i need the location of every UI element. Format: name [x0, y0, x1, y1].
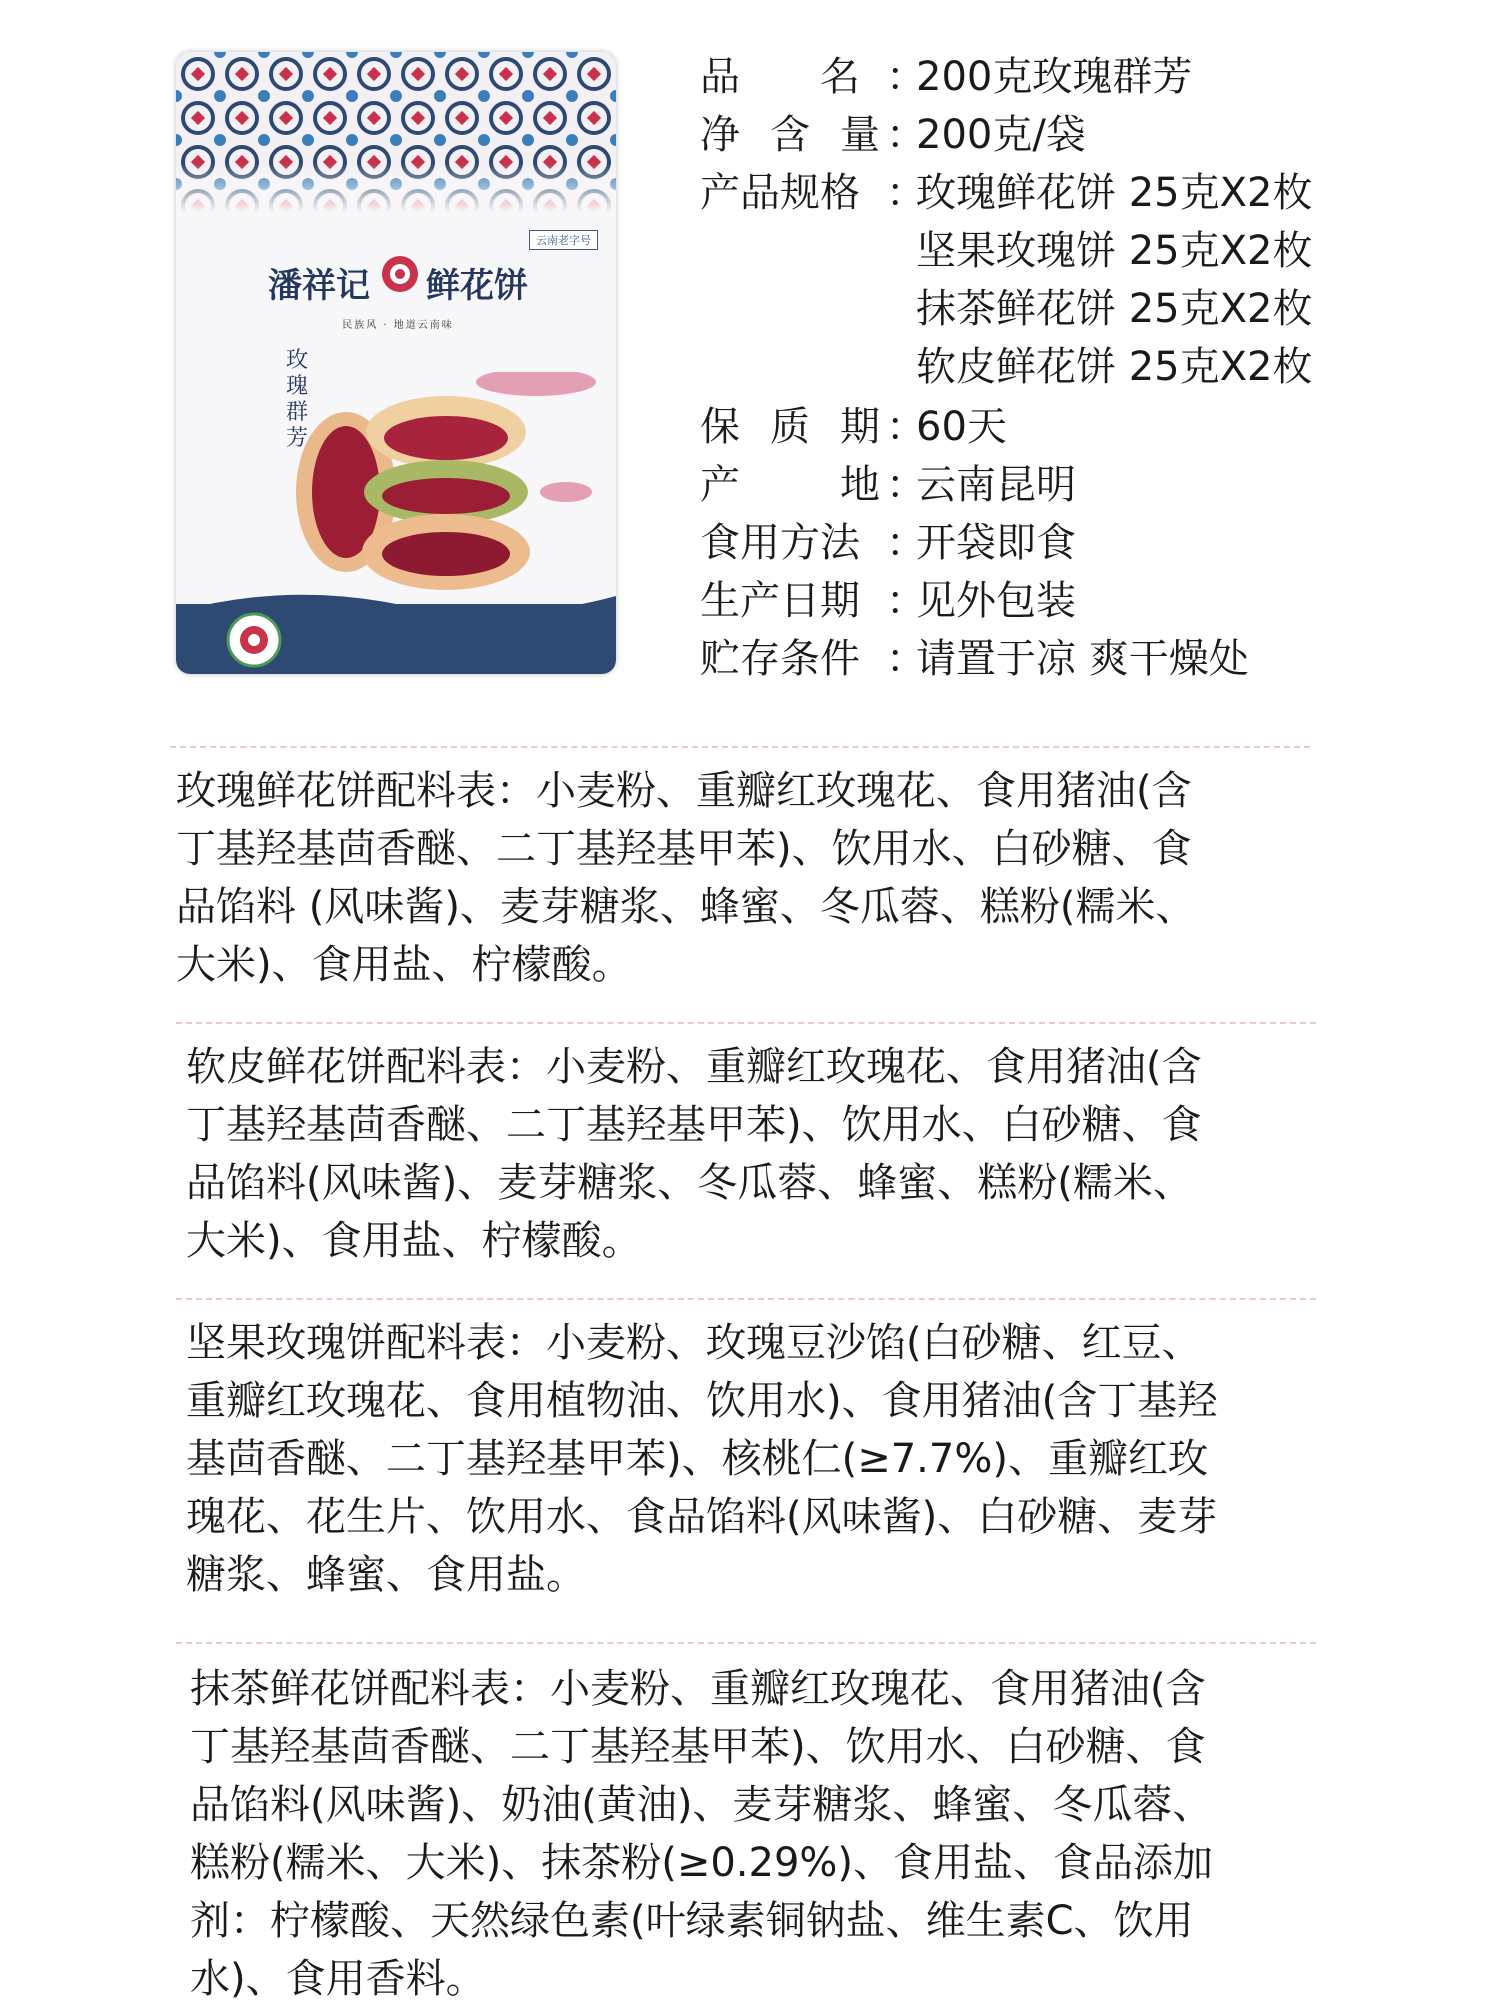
brand-product: 鲜花饼	[426, 266, 528, 306]
spec-value: 软皮鲜花饼 25克X2枚	[916, 344, 1313, 390]
ingredient-line: 大米)、食用盐、柠檬酸。	[186, 1218, 642, 1264]
brand-logo	[268, 250, 528, 320]
package-pattern	[176, 52, 616, 212]
brand-name: 潘祥记	[268, 266, 370, 306]
flower-logo-icon	[380, 254, 420, 294]
ingredient-line: 瑰花、花生片、饮用水、食品馅料(风味酱)、白砂糖、麦芽	[186, 1494, 1218, 1540]
ingredients-soft-cake	[186, 1038, 1326, 1270]
spec-label: 食用方法	[700, 520, 860, 566]
spec-value: 200克玫瑰群芳	[916, 54, 1193, 100]
section-divider	[176, 1642, 1316, 1644]
spec-label: 贮存条件	[700, 636, 860, 682]
section-divider	[176, 1022, 1316, 1024]
ingredient-line: 品馅料 (风味酱)、麦芽糖浆、蜂蜜、冬瓜蓉、糕粉(糯米、	[176, 884, 1196, 930]
package-slogan: 民族风 · 地道云南味	[342, 320, 454, 331]
spec-label: 品 名	[700, 54, 860, 100]
ingredient-line: 剂：柠檬酸、天然绿色素(叶绿素铜钠盐、维生素C、饮用	[190, 1898, 1194, 1944]
spec-value: 抹茶鲜花饼 25克X2枚	[916, 286, 1313, 332]
spec-label: 保 质 期	[700, 404, 880, 450]
ingredient-line: 品馅料(风味酱)、麦芽糖浆、冬瓜蓉、蜂蜜、糕粉(糯米、	[186, 1160, 1193, 1206]
spec-value: 200克/袋	[916, 112, 1086, 158]
spec-label: 产 地	[700, 462, 880, 508]
ingredient-line: 糖浆、蜂蜜、食用盐。	[186, 1552, 586, 1598]
ingredient-line: 大米)、食用盐、柠檬酸。	[176, 942, 632, 988]
ingredient-line: 品馅料(风味酱)、奶油(黄油)、麦芽糖浆、蜂蜜、冬瓜蓉、	[190, 1782, 1213, 1828]
product-package-image	[176, 52, 616, 674]
ingredients-nut-cake	[186, 1314, 1326, 1604]
spec-value: 60天	[916, 404, 1007, 450]
spec-value: 请置于凉 爽干燥处	[916, 636, 1249, 682]
ingredient-line: 丁基羟基茴香醚、二丁基羟基甲苯)、饮用水、白砂糖、食	[176, 826, 1192, 872]
spec-value: 坚果玫瑰饼 25克X2枚	[916, 228, 1313, 274]
spec-value: 见外包装	[916, 578, 1076, 624]
ingredient-line: 丁基羟基茴香醚、二丁基羟基甲苯)、饮用水、白砂糖、食	[186, 1102, 1202, 1148]
ingredient-line: 丁基羟基茴香醚、二丁基羟基甲苯)、饮用水、白砂糖、食	[190, 1724, 1206, 1770]
spec-label: 净 含 量	[700, 112, 880, 158]
spec-label: 生产日期	[700, 578, 860, 624]
ingredients-rose-cake	[176, 762, 1316, 994]
ingredient-line: 抹茶鲜花饼配料表：小麦粉、重瓣红玫瑰花、食用猪油(含	[190, 1666, 1206, 1712]
section-divider	[170, 746, 1310, 748]
ingredient-line: 基茴香醚、二丁基羟基甲苯)、核桃仁(≥7.7%)、重瓣红玫	[186, 1436, 1208, 1482]
spec-label: 产品规格	[700, 170, 860, 216]
section-divider	[176, 1298, 1316, 1300]
package-side-title: 玫瑰群芳	[286, 348, 309, 451]
quality-badge-icon	[226, 612, 282, 668]
ingredient-line: 软皮鲜花饼配料表：小麦粉、重瓣红玫瑰花、食用猪油(含	[186, 1044, 1202, 1090]
ingredient-line: 坚果玫瑰饼配料表：小麦粉、玫瑰豆沙馅(白砂糖、红豆、	[186, 1320, 1202, 1366]
heritage-tag: 云南老字号	[529, 230, 598, 250]
ingredient-line: 水)、食用香料。	[190, 1956, 486, 2002]
spec-value: 云南昆明	[916, 462, 1076, 508]
spec-value: 开袋即食	[916, 520, 1076, 566]
ingredients-matcha-cake	[190, 1660, 1330, 2008]
ingredient-line: 玫瑰鲜花饼配料表：小麦粉、重瓣红玫瑰花、食用猪油(含	[176, 768, 1192, 814]
spec-value: 玫瑰鲜花饼 25克X2枚	[916, 170, 1313, 216]
ingredient-line: 糕粉(糯米、大米)、抹茶粉(≥0.29%)、食用盐、食品添加	[190, 1840, 1214, 1886]
flower-cakes-illustration	[266, 372, 606, 602]
ingredient-line: 重瓣红玫瑰花、食用植物油、饮用水)、食用猪油(含丁基羟	[186, 1378, 1218, 1424]
